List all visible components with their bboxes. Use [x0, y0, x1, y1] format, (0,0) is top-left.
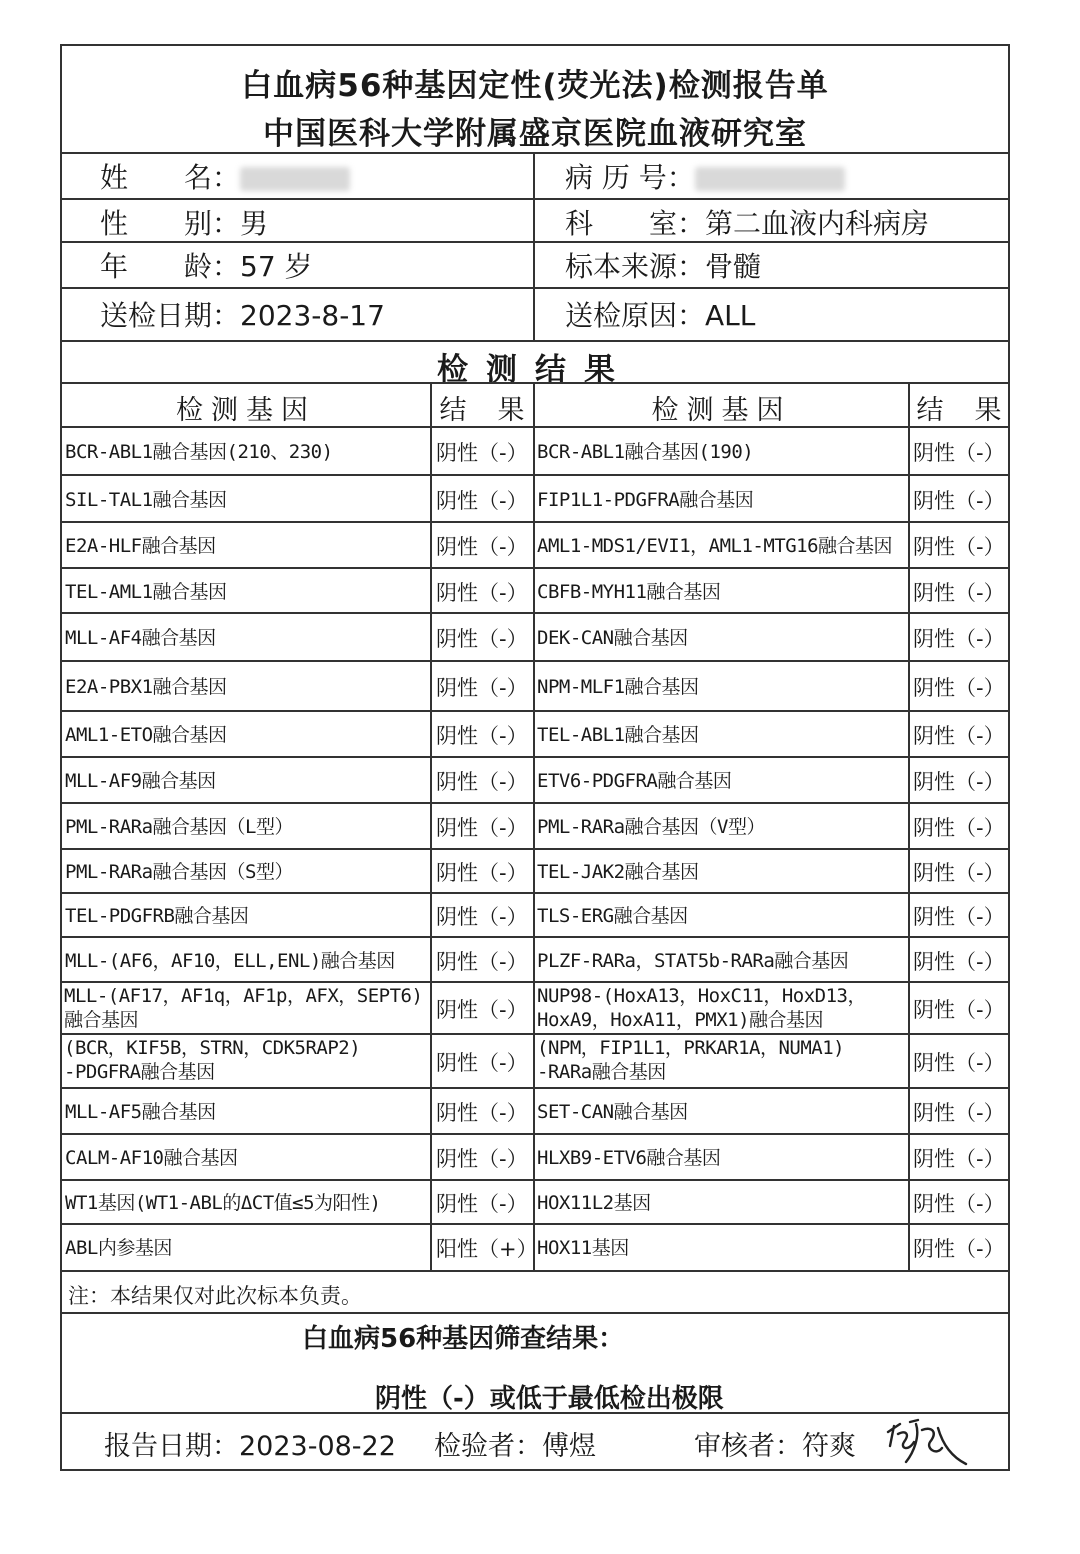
gene-name-right: TEL-JAK2融合基因 — [537, 861, 699, 883]
divider — [62, 1412, 1008, 1414]
gene-name-left: (BCR，KIF5B，STRN，CDK5RAP2) — [64, 1037, 361, 1059]
result-left: 阴性（-） — [436, 627, 528, 651]
gene-name-left: PML-RARa融合基因（L型） — [65, 816, 293, 838]
table-row-divider — [62, 1179, 1008, 1181]
result-header-right: 结 果 — [916, 395, 1004, 426]
gene-name-right: TEL-ABL1融合基因 — [537, 724, 699, 746]
divider — [908, 382, 910, 1270]
gene-name-right: CBFB-MYH11融合基因 — [537, 581, 721, 603]
patient-sex-field — [100, 202, 268, 242]
tester-name: 傅煜 — [542, 1431, 596, 1462]
gene-name-right: PLZF-RARa，STAT5b-RARa融合基因 — [537, 950, 849, 972]
patient-name-field — [100, 156, 350, 196]
result-left: 阴性（-） — [436, 1192, 528, 1216]
reason-label: 送检原因： — [565, 299, 706, 332]
report-sheet — [60, 44, 1010, 1471]
gene-name-right: ETV6-PDGFRA融合基因 — [537, 770, 732, 792]
summary-title: 白血病56种基因筛查结果： — [302, 1324, 625, 1354]
table-row-divider — [62, 848, 1008, 850]
result-left: 阳性（+） — [436, 1237, 538, 1261]
report-date-field — [104, 1424, 396, 1463]
table-row-divider — [62, 612, 1008, 614]
result-left: 阴性（-） — [436, 441, 528, 465]
redacted-record-number — [695, 167, 845, 191]
submit-date-field — [100, 294, 385, 334]
table-row-divider — [62, 660, 1008, 662]
gene-name-left: AML1-ETO融合基因 — [65, 724, 227, 746]
table-row-divider — [62, 936, 1008, 938]
result-right: 阴性（-） — [913, 489, 1005, 513]
report-note: 注：本结果仅对此次标本负责。 — [68, 1284, 362, 1308]
divider — [62, 152, 1008, 154]
gene-name-left: MLL-AF4融合基因 — [65, 627, 216, 649]
gene-name-left: TEL-PDGFRB融合基因 — [65, 905, 249, 927]
divider — [62, 1312, 1008, 1314]
result-right: 阴性（-） — [913, 816, 1005, 840]
result-right: 阴性（-） — [913, 441, 1005, 465]
divider — [62, 340, 1008, 342]
gene-name-right: NUP98-(HoxA13，HoxC11，HoxD13， — [537, 985, 866, 1007]
tester-label: 检验者： — [434, 1431, 542, 1462]
result-left: 阴性（-） — [436, 1147, 528, 1171]
result-left: 阴性（-） — [436, 950, 528, 974]
result-right: 阴性（-） — [913, 905, 1005, 929]
gene-name-left: ABL内参基因 — [65, 1237, 172, 1259]
table-row-divider — [62, 756, 1008, 758]
result-right: 阴性（-） — [913, 535, 1005, 559]
table-row-divider — [62, 802, 1008, 804]
reason-value: ALL — [705, 299, 756, 332]
result-left: 阴性（-） — [436, 724, 528, 748]
gene-name-right-line2: -RARa融合基因 — [537, 1061, 666, 1083]
result-left: 阴性（-） — [436, 489, 528, 513]
reviewer-name: 符爽 — [802, 1431, 856, 1462]
results-section-title: 检测结果 — [437, 352, 633, 388]
gene-name-right: HOX11基因 — [537, 1237, 629, 1259]
gene-header-right: 检测基因 — [651, 395, 792, 426]
patient-dept-field — [565, 202, 929, 242]
gene-name-right: PML-RARa融合基因（V型） — [537, 816, 765, 838]
table-row-divider — [62, 1223, 1008, 1225]
result-left: 阴性（-） — [436, 676, 528, 700]
gene-name-left-line2: -PDGFRA融合基因 — [64, 1061, 215, 1083]
result-left: 阴性（-） — [436, 998, 528, 1022]
gene-name-right: DEK-CAN融合基因 — [537, 627, 688, 649]
patient-record-field — [565, 156, 845, 196]
table-row-divider — [62, 474, 1008, 476]
gene-name-left: MLL-AF9融合基因 — [65, 770, 216, 792]
gene-name-left: E2A-PBX1融合基因 — [65, 676, 227, 698]
gene-name-right: HLXB9-ETV6融合基因 — [537, 1147, 721, 1169]
redacted-name — [240, 167, 350, 191]
result-right: 阴性（-） — [913, 770, 1005, 794]
gene-name-left: BCR-ABL1融合基因(210、230) — [65, 441, 333, 463]
result-right: 阴性（-） — [913, 676, 1005, 700]
result-left: 阴性（-） — [436, 770, 528, 794]
gene-name-left: MLL-(AF17，AF1q，AF1p，AFX，SEPT6) — [64, 985, 423, 1007]
gene-name-right: SET-CAN融合基因 — [537, 1101, 688, 1123]
result-right: 阴性（-） — [913, 627, 1005, 651]
result-right: 阴性（-） — [913, 1192, 1005, 1216]
gene-name-right: NPM-MLF1融合基因 — [537, 676, 699, 698]
divider — [430, 382, 432, 1270]
gene-name-right-line2: HoxA9，HoxA11，PMX1)融合基因 — [537, 1009, 824, 1031]
divider — [533, 152, 535, 340]
handwritten-signature — [880, 1412, 972, 1472]
report-date-label: 报告日期： — [104, 1431, 239, 1462]
gene-name-right: HOX11L2基因 — [537, 1192, 651, 1214]
gene-name-left: CALM-AF10融合基因 — [65, 1147, 238, 1169]
gene-name-left: WT1基因(WT1-ABL的ΔCT值≤5为阳性) — [65, 1192, 381, 1214]
reviewer-field — [694, 1424, 856, 1463]
gene-name-right: BCR-ABL1融合基因(190) — [537, 441, 754, 463]
record-label: 病 历 号： — [565, 161, 695, 194]
report-subtitle: 中国医科大学附属盛京医院血液研究室 — [263, 116, 807, 152]
table-row-divider — [62, 521, 1008, 523]
divider — [62, 382, 1008, 384]
table-row-divider — [62, 1133, 1008, 1135]
divider — [62, 1270, 1008, 1272]
table-row-divider — [62, 892, 1008, 894]
divider — [62, 198, 1008, 200]
dept-value: 第二血液内科病房 — [705, 207, 930, 240]
result-header-left: 结 果 — [439, 395, 527, 426]
gene-name-left: PML-RARa融合基因（S型） — [65, 861, 293, 883]
divider — [62, 287, 1008, 289]
patient-age-field — [100, 245, 313, 285]
age-value: 57 岁 — [240, 250, 313, 283]
summary-value: 阴性（-）或低于最低检出极限 — [375, 1384, 724, 1414]
gene-name-left: MLL-(AF6，AF10，ELL,ENL)融合基因 — [65, 950, 395, 972]
report-title: 白血病56种基因定性(荧光法)检测报告单 — [241, 68, 829, 104]
gene-name-left-line2: 融合基因 — [64, 1009, 139, 1031]
gene-name-right: (NPM，FIP1L1，PRKAR1A，NUMA1) — [537, 1037, 845, 1059]
table-row-divider — [62, 710, 1008, 712]
gene-name-left: MLL-AF5融合基因 — [65, 1101, 216, 1123]
gene-name-left: SIL-TAL1融合基因 — [65, 489, 227, 511]
table-row-divider — [62, 567, 1008, 569]
sex-label: 性 别： — [100, 207, 241, 240]
result-left: 阴性（-） — [436, 581, 528, 605]
reviewer-label: 审核者： — [694, 1431, 802, 1462]
age-label: 年 龄： — [100, 250, 241, 283]
result-left: 阴性（-） — [436, 861, 528, 885]
result-left: 阴性（-） — [436, 535, 528, 559]
result-right: 阴性（-） — [913, 861, 1005, 885]
gene-name-left: E2A-HLF融合基因 — [65, 535, 216, 557]
name-label: 姓 名： — [100, 161, 241, 194]
date-label: 送检日期： — [100, 299, 241, 332]
result-right: 阴性（-） — [913, 950, 1005, 974]
specimen-value: 骨髓 — [705, 250, 762, 283]
submit-reason-field — [565, 294, 755, 334]
result-left: 阴性（-） — [436, 905, 528, 929]
result-right: 阴性（-） — [913, 724, 1005, 748]
specimen-field — [565, 245, 761, 285]
dept-label: 科 室： — [565, 207, 706, 240]
table-row-divider — [62, 426, 1008, 428]
gene-name-right: AML1-MDS1/EVI1，AML1-MTG16融合基因 — [537, 535, 893, 557]
sex-value: 男 — [240, 207, 269, 240]
result-right: 阴性（-） — [913, 1237, 1005, 1261]
gene-name-right: FIP1L1-PDGFRA融合基因 — [537, 489, 754, 511]
result-right: 阴性（-） — [913, 1101, 1005, 1125]
result-left: 阴性（-） — [436, 1051, 528, 1075]
result-right: 阴性（-） — [913, 1051, 1005, 1075]
table-row-divider — [62, 1087, 1008, 1089]
tester-field — [434, 1424, 596, 1463]
result-right: 阴性（-） — [913, 1147, 1005, 1171]
divider — [533, 382, 535, 1270]
report-date-value: 2023-08-22 — [239, 1431, 396, 1462]
result-left: 阴性（-） — [436, 816, 528, 840]
result-left: 阴性（-） — [436, 1101, 528, 1125]
date-value: 2023-8-17 — [240, 299, 385, 332]
gene-name-left: TEL-AML1融合基因 — [65, 581, 227, 603]
gene-name-right: TLS-ERG融合基因 — [537, 905, 688, 927]
result-right: 阴性（-） — [913, 581, 1005, 605]
result-right: 阴性（-） — [913, 998, 1005, 1022]
specimen-label: 标本来源： — [565, 250, 706, 283]
gene-header-left: 检测基因 — [176, 395, 316, 426]
